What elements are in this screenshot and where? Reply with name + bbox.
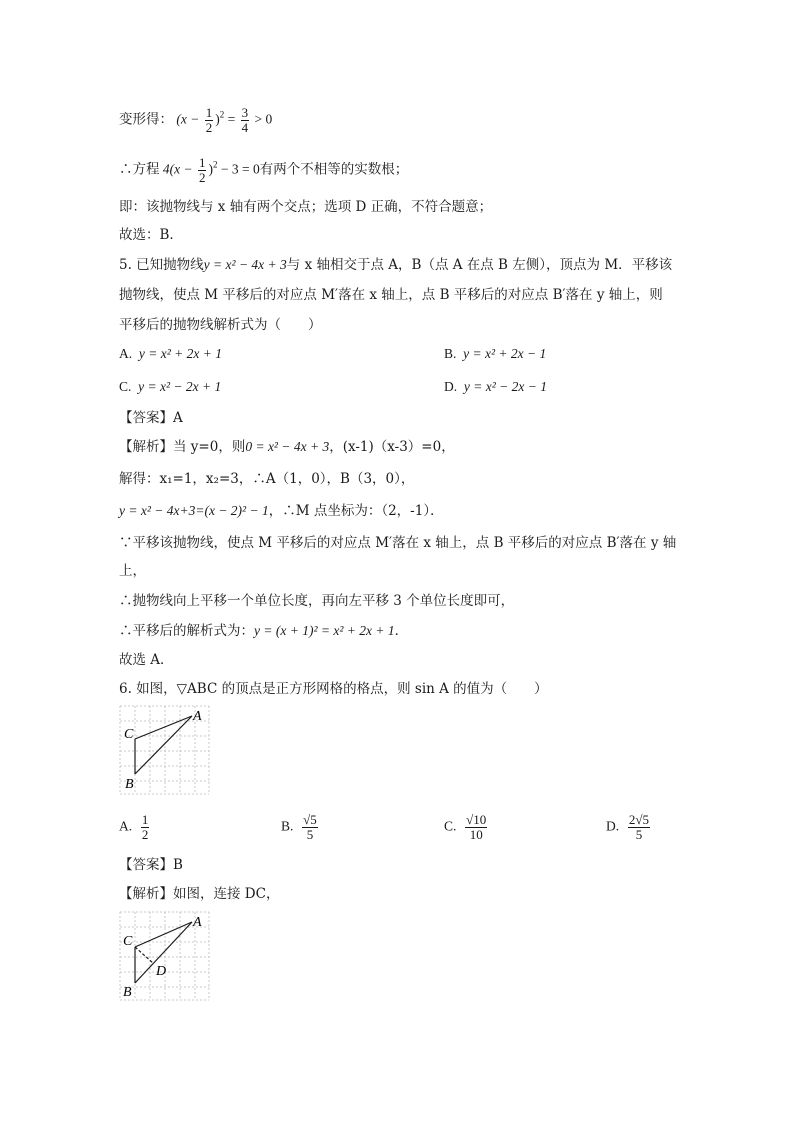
fraction-numerator: √10	[466, 812, 487, 827]
fraction-numerator: 1	[205, 105, 213, 120]
option-letter: A.	[119, 818, 133, 834]
q6-analysis: 【解析】如图，连接 DC，	[119, 886, 280, 902]
q6-option-c	[444, 813, 489, 842]
option-letter: B.	[281, 818, 294, 834]
q6-figure-triangle	[118, 704, 212, 796]
q5-line1-formula: y = x² − 4x + 3	[203, 257, 287, 272]
q5-analysis-1	[119, 438, 455, 456]
fraction-denominator: 5	[635, 827, 643, 842]
q6-stem: 6. 如图，▽ABC 的顶点是正方形网格的格点，则 sin A 的值为（ ）	[119, 681, 548, 697]
q5-analysis-4: ∵平移该抛物线，使点 M 平移后的对应点 M′落在 x 轴上，点 B 平移后的对应点 B′落在 y 轴	[119, 535, 677, 551]
analysis-label: 【解析】	[119, 439, 173, 455]
q6-figure-triangle-with-d	[118, 910, 212, 1002]
option-letter: C.	[444, 818, 457, 834]
point-label-d: D	[156, 964, 167, 979]
equation-exponent: 2	[212, 159, 218, 170]
option-fraction	[141, 813, 150, 842]
vertex-label-b: B	[125, 777, 134, 792]
option-formula: y = x² + 2x − 1	[463, 346, 547, 361]
equation-fraction	[198, 156, 207, 185]
q5-line-2: 抛物线，使点 M 平移后的对应点 M′落在 x 轴上，点 B 平移后的对应点 B′落在 y 轴上，则	[119, 287, 663, 303]
analysis-3-b: ，∴M 点坐标为：（2，-1）．	[268, 503, 444, 519]
option-fraction	[628, 813, 650, 842]
q5-analysis-3	[119, 502, 444, 520]
q5-analysis-7	[119, 622, 408, 640]
q5-option-d	[444, 378, 547, 396]
fraction-denominator: 10	[469, 827, 483, 842]
q5-analysis-6: ∴抛物线向上平移一个单位长度，再向左平移 3 个单位长度即可，	[119, 593, 515, 609]
q5-option-a	[119, 345, 222, 363]
q6-option-b	[281, 813, 320, 842]
fraction-numerator: 2√5	[628, 812, 650, 827]
fraction-denominator: 2	[198, 170, 206, 185]
fraction-denominator: 2	[205, 120, 213, 135]
triangle-side-ca	[135, 922, 192, 947]
deform-label: 变形得：	[119, 111, 173, 127]
triangle-side-ca	[135, 716, 192, 739]
option-fraction	[465, 813, 487, 842]
deform-fraction	[205, 106, 214, 135]
option-letter: D.	[444, 379, 458, 394]
choose-b-line: 故选：B．	[119, 227, 183, 243]
deform-fraction-right	[241, 106, 250, 135]
q5-line1-b: 与 x 轴相交于点 A，B（点 A 在点 B 左侧），顶点为 M．平移该	[286, 257, 673, 273]
deform-expr-mid: )	[215, 111, 220, 127]
option-formula: y = x² + 2x + 1	[138, 346, 222, 361]
option-letter: B.	[444, 346, 457, 361]
deform-eq: =	[227, 111, 236, 127]
equation-post: − 3 = 0	[220, 161, 260, 177]
triangle-side-ab	[135, 716, 192, 774]
vertex-label-a: A	[193, 709, 202, 724]
q5-line-3: 平移后的抛物线解析式为（ ）	[119, 317, 322, 333]
option-letter: A.	[119, 346, 133, 361]
q5-analysis-5: 上，	[119, 563, 146, 579]
analysis-1-formula: 0 = x² − 4x + 3	[245, 439, 330, 454]
q5-option-c	[119, 378, 221, 396]
fraction-numerator: 1	[141, 812, 149, 827]
fraction-numerator: √5	[303, 812, 317, 827]
q6-option-a	[119, 813, 151, 842]
analysis-7-formula: y = (x + 1)² = x² + 2x + 1	[254, 623, 395, 638]
option-formula: y = x² − 2x + 1	[138, 379, 222, 394]
fraction-denominator: 4	[241, 120, 249, 135]
deform-line	[119, 106, 272, 135]
analysis-7-a: ∴平移后的解析式为：	[119, 623, 254, 639]
vertex-label-c: C	[123, 934, 133, 949]
option-letter: D.	[606, 818, 620, 834]
q5-option-b	[444, 345, 546, 363]
fraction-denominator: 5	[306, 827, 314, 842]
q5-line1-a: 5. 已知抛物线	[119, 257, 204, 273]
analysis-1-b: ，(x-1)（x-3）=0，	[329, 439, 455, 455]
fraction-numerator: 1	[198, 155, 206, 170]
vertex-label-c: C	[124, 727, 134, 742]
deform-exponent: 2	[219, 109, 225, 120]
equation-pre: 4(x −	[162, 161, 193, 177]
equation-therefore: ∴方程	[119, 161, 160, 177]
equation-line	[119, 156, 408, 185]
q5-line-1	[119, 256, 672, 274]
q6-option-d	[606, 813, 652, 842]
vertex-label-a: A	[193, 915, 202, 930]
vertex-label-b: B	[123, 985, 132, 1000]
fraction-numerator: 3	[241, 105, 249, 120]
option-letter: C.	[119, 379, 132, 394]
equation-text: 有两个不相等的实数根；	[259, 161, 409, 177]
option-fraction	[302, 813, 318, 842]
deform-expr-pre: (x −	[176, 111, 200, 127]
fraction-denominator: 2	[141, 827, 149, 842]
option-formula: y = x² − 2x − 1	[463, 379, 547, 394]
deform-gt: > 0	[254, 111, 273, 127]
q5-choose: 故选 A．	[119, 652, 174, 668]
equation-close: )	[208, 161, 213, 177]
analysis-1-a: 当 y=0，则	[173, 439, 246, 455]
q5-analysis-2: 解得：x₁=1，x₂=3，∴A（1，0），B（3，0），	[119, 471, 415, 487]
q5-answer: 【答案】A	[119, 410, 183, 426]
q6-answer: 【答案】B	[119, 857, 183, 873]
conclusion-line: 即：该抛物线与 x 轴有两个交点；选项 D 正确，不符合题意；	[119, 199, 493, 215]
analysis-7-b: ．	[394, 623, 409, 639]
analysis-3-formula: y = x² − 4x+3=(x − 2)² − 1	[119, 503, 269, 518]
